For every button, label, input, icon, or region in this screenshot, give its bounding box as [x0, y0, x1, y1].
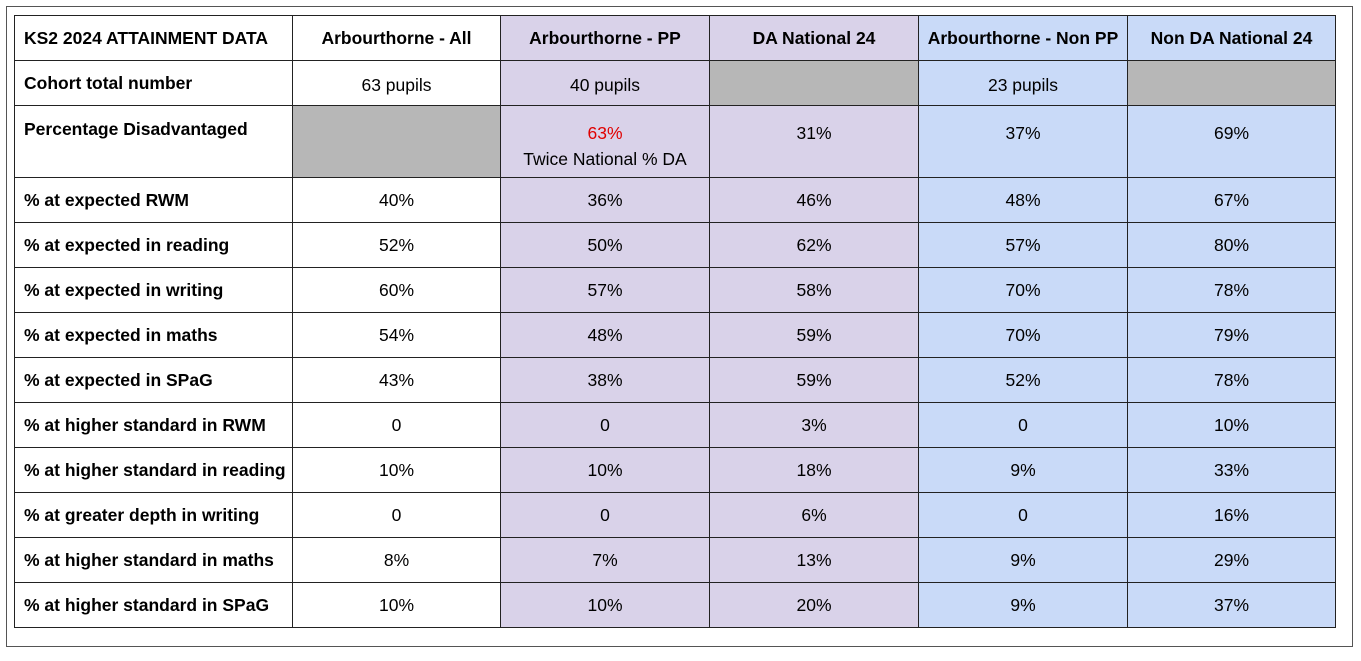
cell-pp: 7% — [501, 538, 710, 583]
cell-non-pp: 0 — [919, 493, 1128, 538]
cell-da-national: 62% — [710, 223, 919, 268]
cell-all: 10% — [293, 583, 501, 628]
cell-non-da-national: 10% — [1128, 403, 1336, 448]
header-title: KS2 2024 ATTAINMENT DATA — [15, 16, 293, 61]
cell-da-national: 59% — [710, 313, 919, 358]
header-non-da-national: Non DA National 24 — [1128, 16, 1336, 61]
cell-da-national: 59% — [710, 358, 919, 403]
header-row — [15, 16, 1336, 61]
table-row — [15, 583, 1336, 628]
table-row — [15, 448, 1336, 493]
cell-all: 43% — [293, 358, 501, 403]
cell-pp: 48% — [501, 313, 710, 358]
disadvantaged-label: Percentage Disadvantaged — [15, 106, 293, 178]
cell-non-da-national: 33% — [1128, 448, 1336, 493]
cell-non-pp: 52% — [919, 358, 1128, 403]
cohort-da-national-blank — [710, 61, 919, 106]
cohort-non-da-national-blank — [1128, 61, 1336, 106]
cell-non-da-national: 78% — [1128, 358, 1336, 403]
disadvantaged-pp-value: 63% — [587, 123, 623, 143]
table-row — [15, 538, 1336, 583]
cell-non-pp: 70% — [919, 268, 1128, 313]
row-label: % at higher standard in RWM — [15, 403, 293, 448]
cell-non-da-national: 67% — [1128, 178, 1336, 223]
row-label: % at higher standard in SPaG — [15, 583, 293, 628]
cohort-row — [15, 61, 1336, 106]
cell-non-pp: 48% — [919, 178, 1128, 223]
cell-non-da-national: 29% — [1128, 538, 1336, 583]
attainment-table-body — [15, 16, 1336, 628]
cell-non-pp: 9% — [919, 583, 1128, 628]
cohort-non-pp: 23 pupils — [919, 61, 1128, 106]
cohort-label: Cohort total number — [15, 61, 293, 106]
cell-pp: 57% — [501, 268, 710, 313]
cell-all: 60% — [293, 268, 501, 313]
header-arbourthorne-all: Arbourthorne - All — [293, 16, 501, 61]
cell-pp: 36% — [501, 178, 710, 223]
row-label: % at expected in SPaG — [15, 358, 293, 403]
cell-non-pp: 70% — [919, 313, 1128, 358]
row-label: % at expected in maths — [15, 313, 293, 358]
row-label: % at greater depth in writing — [15, 493, 293, 538]
cell-non-pp: 9% — [919, 448, 1128, 493]
header-da-national: DA National 24 — [710, 16, 919, 61]
cell-non-pp: 0 — [919, 403, 1128, 448]
disadvantaged-da-national: 31% — [710, 106, 919, 178]
cell-non-da-national: 80% — [1128, 223, 1336, 268]
cell-non-da-national: 37% — [1128, 583, 1336, 628]
table-row — [15, 223, 1336, 268]
table-row — [15, 268, 1336, 313]
header-arbourthorne-non-pp: Arbourthorne - Non PP — [919, 16, 1128, 61]
disadvantaged-non-pp: 37% — [919, 106, 1128, 178]
row-label: % at higher standard in reading — [15, 448, 293, 493]
table-row — [15, 403, 1336, 448]
cell-non-da-national: 78% — [1128, 268, 1336, 313]
cohort-all: 63 pupils — [293, 61, 501, 106]
disadvantaged-non-da-national: 69% — [1128, 106, 1336, 178]
cell-non-da-national: 79% — [1128, 313, 1336, 358]
cell-non-pp: 9% — [919, 538, 1128, 583]
cell-all: 8% — [293, 538, 501, 583]
disadvantaged-row — [15, 106, 1336, 178]
cell-pp: 0 — [501, 493, 710, 538]
cell-da-national: 20% — [710, 583, 919, 628]
row-label: % at expected RWM — [15, 178, 293, 223]
cell-da-national: 46% — [710, 178, 919, 223]
cell-all: 0 — [293, 403, 501, 448]
header-arbourthorne-pp: Arbourthorne - PP — [501, 16, 710, 61]
cell-da-national: 6% — [710, 493, 919, 538]
cell-pp: 38% — [501, 358, 710, 403]
table-row — [15, 178, 1336, 223]
cell-all: 0 — [293, 493, 501, 538]
cell-da-national: 58% — [710, 268, 919, 313]
table-row — [15, 493, 1336, 538]
cell-da-national: 3% — [710, 403, 919, 448]
cell-all: 54% — [293, 313, 501, 358]
disadvantaged-pp — [501, 106, 710, 178]
table-row — [15, 358, 1336, 403]
cohort-pp: 40 pupils — [501, 61, 710, 106]
row-label: % at higher standard in maths — [15, 538, 293, 583]
cell-all: 10% — [293, 448, 501, 493]
cell-pp: 10% — [501, 583, 710, 628]
cell-pp: 0 — [501, 403, 710, 448]
cell-pp: 50% — [501, 223, 710, 268]
cell-pp: 10% — [501, 448, 710, 493]
cell-all: 40% — [293, 178, 501, 223]
row-label: % at expected in reading — [15, 223, 293, 268]
disadvantaged-all-blank — [293, 106, 501, 178]
disadvantaged-pp-note: Twice National % DA — [523, 149, 687, 169]
attainment-table — [14, 15, 1336, 628]
row-label: % at expected in writing — [15, 268, 293, 313]
cell-non-pp: 57% — [919, 223, 1128, 268]
cell-da-national: 13% — [710, 538, 919, 583]
cell-non-da-national: 16% — [1128, 493, 1336, 538]
cell-da-national: 18% — [710, 448, 919, 493]
cell-all: 52% — [293, 223, 501, 268]
table-row — [15, 313, 1336, 358]
